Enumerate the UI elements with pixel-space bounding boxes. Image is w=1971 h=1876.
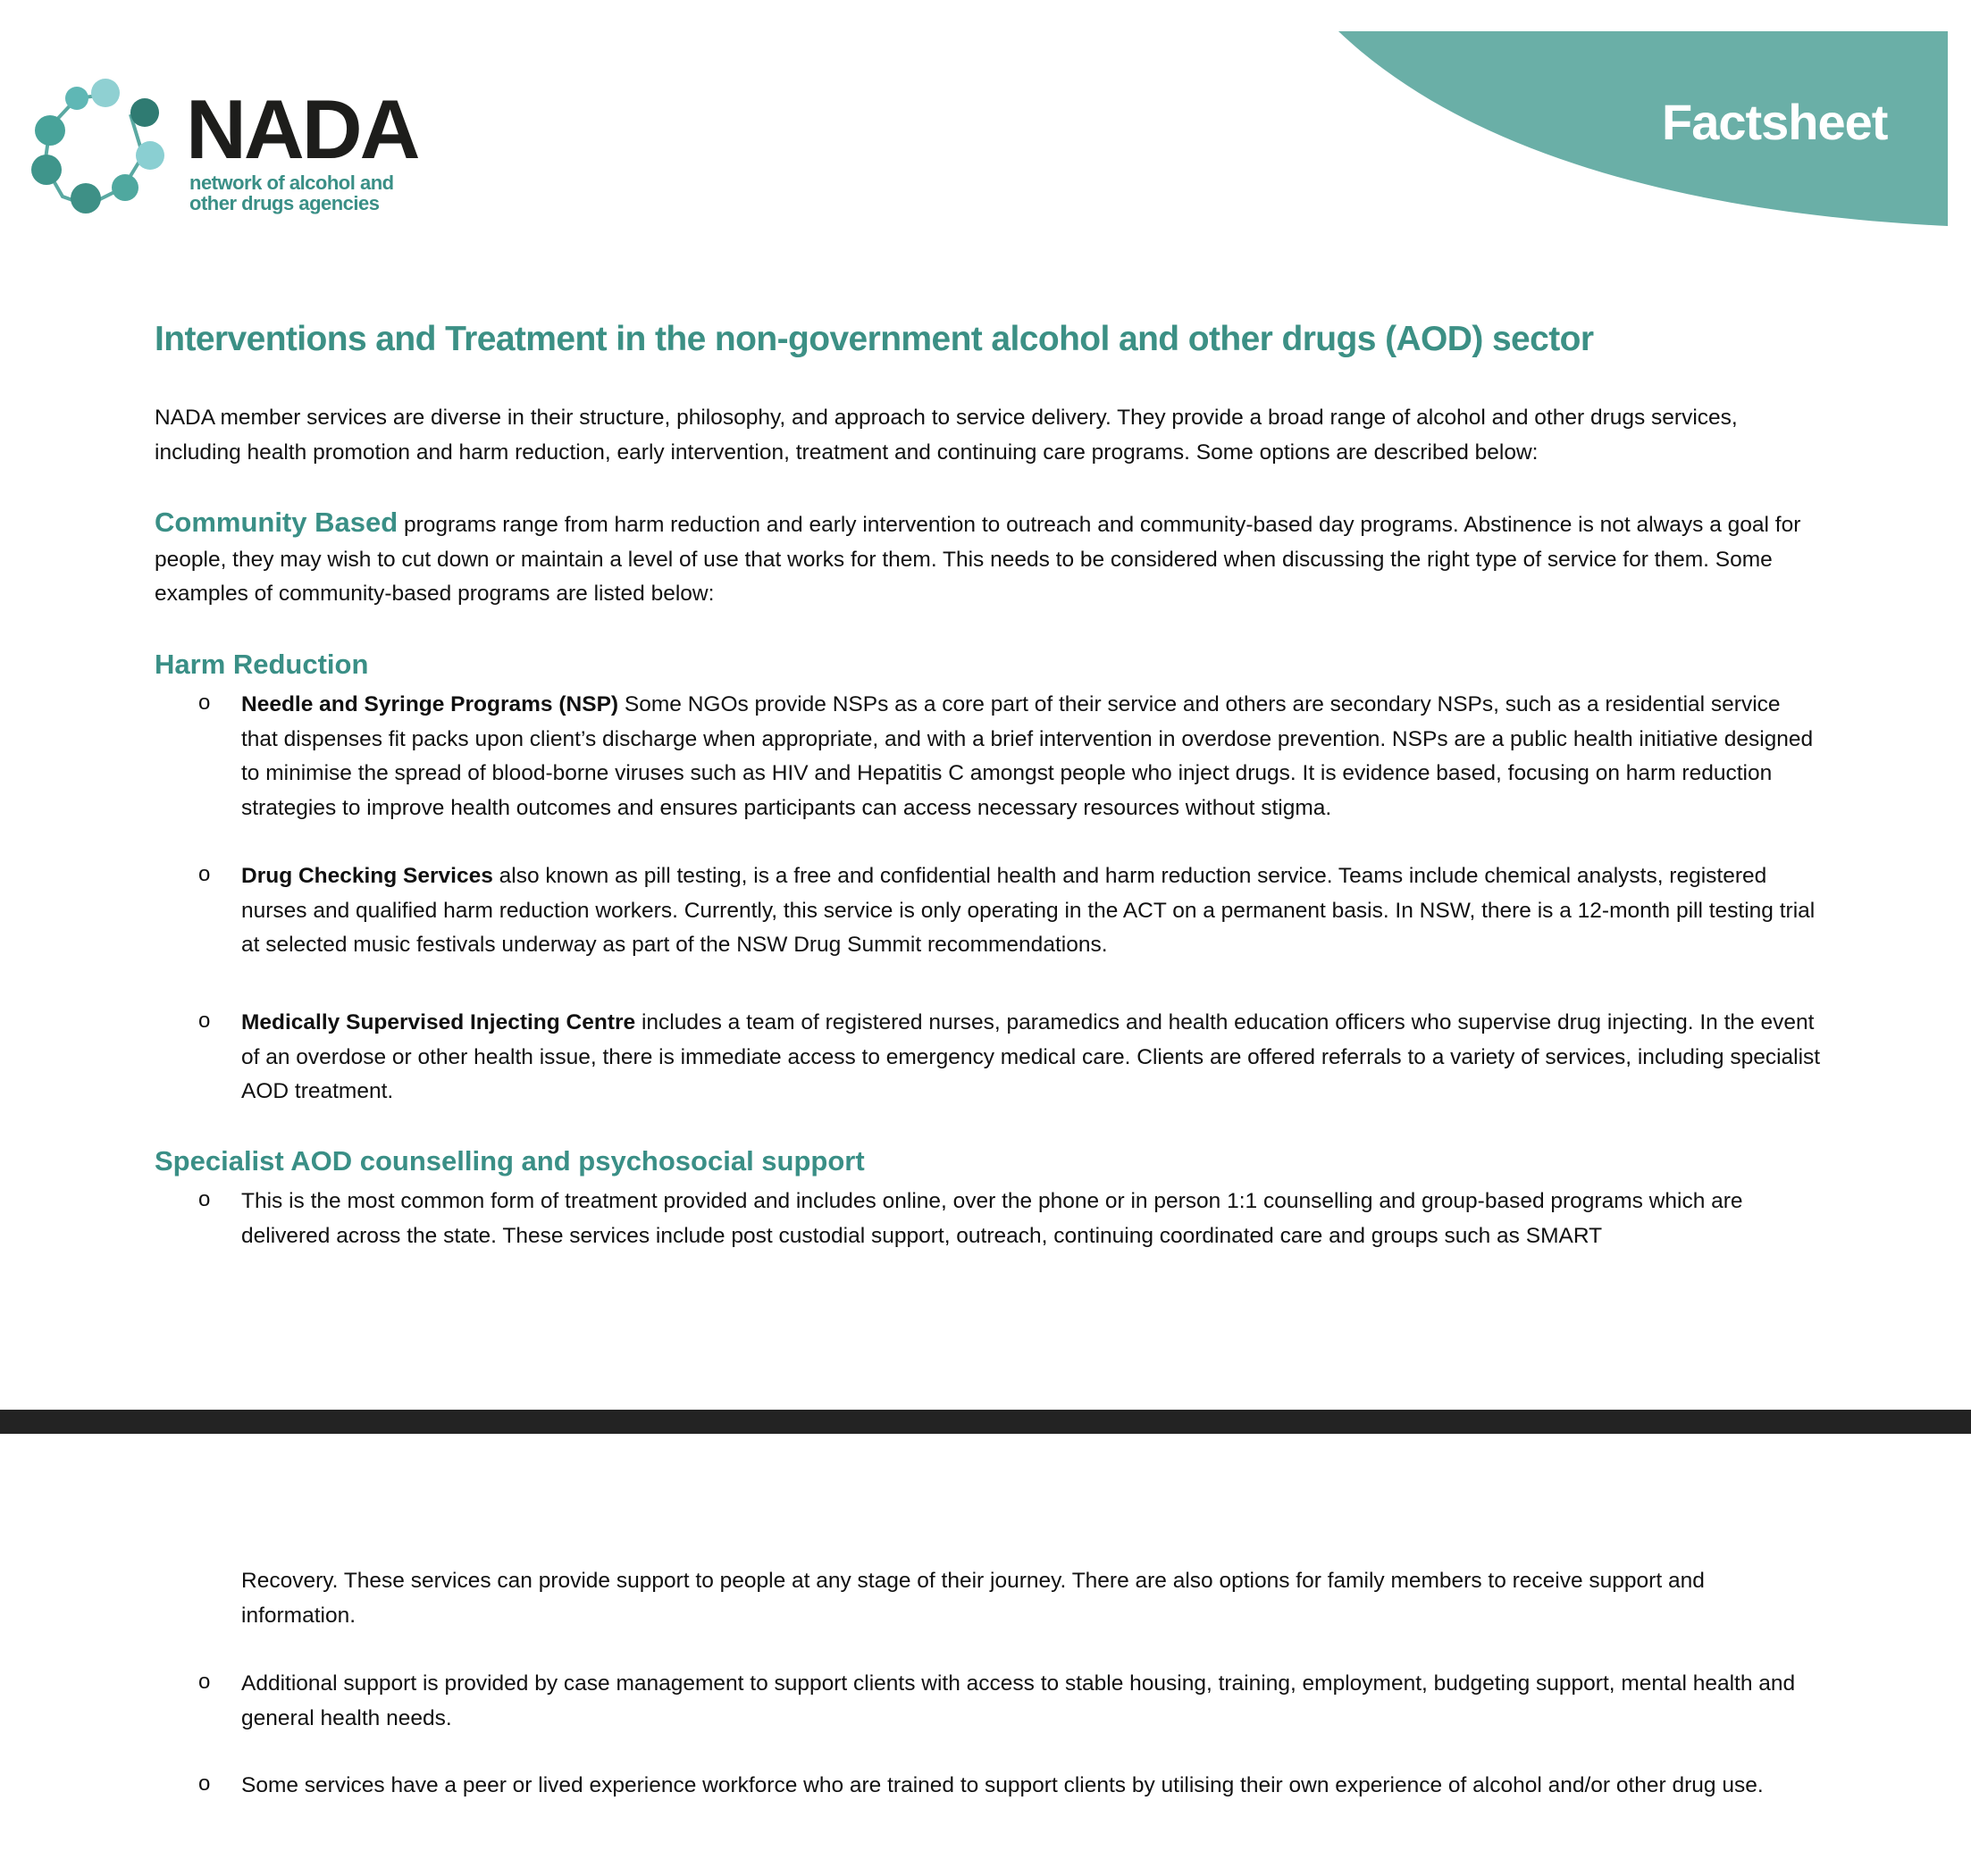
specialist-heading: Specialist AOD counselling and psychosocial support xyxy=(155,1145,865,1177)
bullet-icon: o xyxy=(198,862,211,886)
factsheet-badge: Factsheet xyxy=(1662,94,1888,150)
item-text: also known as pill testing, is a free and confidential health and harm reduction service. Teams include chemical analysts, registered nurses and qualified harm reduction workers. Currently, this service is only operating in the ACT on a permanent basis. In NSW, there is a 12-month pill testing trial at selected music festivals underway as part of the NSW Drug Summit recommendations. xyxy=(241,864,1816,957)
list-item-peer-workforce: Some services have a peer or lived experience workforce who are trained to support clients by utilising their own experience of alcohol and/or other drug use. xyxy=(241,1773,1764,1797)
intro-paragraph: NADA member services are diverse in their structure, philosophy, and approach to service delivery. They provide a broad range of alcohol and other drugs services, including health promotion and harm reduction, early intervention, treatment and continuing care programs. Some options are described below: xyxy=(155,406,1738,465)
community-heading: Community Based xyxy=(155,507,398,538)
list-item-counselling: This is the most common form of treatment provided and includes online, over the phone or in person 1:1 counselling and group-based programs which are delivered across the state. These services include post custodial support, outreach, continuing coordinated care and groups such as SMART xyxy=(241,1189,1743,1248)
bullet-icon: o xyxy=(198,1670,211,1694)
harm-reduction-heading: Harm Reduction xyxy=(155,649,369,680)
item-text: includes a team of registered nurses, paramedics and health education officers who supervise drug injecting. In the event of an overdose or other health issue, there is immediate access to emergency medical care. Clients are offered referrals to a variety of services, including specialist AOD treatment. xyxy=(241,1010,1821,1103)
list-item-drug-checking xyxy=(241,859,1823,963)
bullet-icon: o xyxy=(198,691,211,715)
item-title: Needle and Syringe Programs (NSP) xyxy=(241,692,619,716)
list-item-counselling-continued: Recovery. These services can provide support to people at any stage of their journey. There are also options for family members to receive support and information. xyxy=(241,1569,1705,1628)
nada-tagline-line2: other drugs agencies xyxy=(189,192,380,214)
nada-tagline-line1: network of alcohol and xyxy=(189,172,394,194)
list-item-nsp xyxy=(241,688,1823,825)
list-item-msic xyxy=(241,1006,1823,1110)
item-title: Drug Checking Services xyxy=(241,864,493,888)
community-text: programs range from harm reduction and early intervention to outreach and community-based day programs. Abstinence is not always a goal for people, they may wish to cut down or maintain a level of use that works for them. This needs to be considered when discussing the right type of service for them. Some examples of community-based programs are listed below: xyxy=(155,513,1801,606)
item-title: Medically Supervised Injecting Centre xyxy=(241,1010,636,1034)
page-title: Interventions and Treatment in the non-government alcohol and other drugs (AOD) sector xyxy=(155,320,1594,358)
bullet-icon: o xyxy=(198,1771,211,1796)
item-text: Some NGOs provide NSPs as a core part of their service and others are secondary NSPs, such as a residential service that dispenses fit packs upon client’s discharge when appropriate, and with a brief intervention in overdose prevention. NSPs are a public health initiative designed to minimise the spread of blood-borne viruses such as HIV and Hepatitis C amongst people who inject drugs. It is evidence based, focusing on harm reduction strategies to improve health outcomes and ensures participants can access necessary resources without stigma. xyxy=(241,692,1814,820)
community-paragraph xyxy=(155,506,1807,612)
bullet-icon: o xyxy=(198,1187,211,1211)
page-break-divider xyxy=(0,1410,1971,1434)
nada-logo-icon xyxy=(25,71,177,223)
nada-wordmark: NADA xyxy=(186,82,418,176)
bullet-icon: o xyxy=(198,1009,211,1033)
list-item-case-management: Additional support is provided by case management to support clients with access to stable housing, training, employment, budgeting support, mental health and general health needs. xyxy=(241,1671,1796,1730)
